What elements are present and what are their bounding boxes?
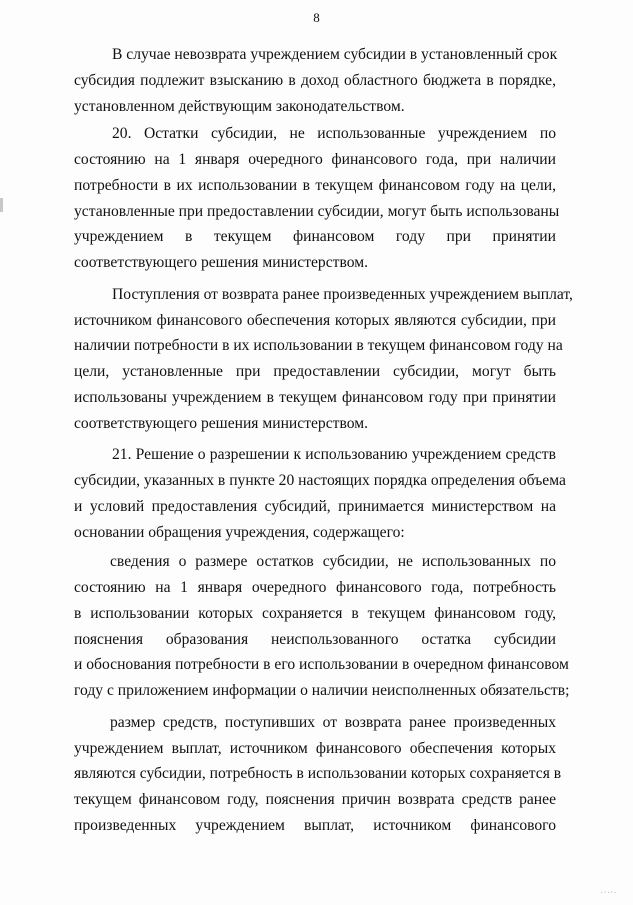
text-line: являются субсидии, потребность в использовании которых сохраняется в [74,765,562,783]
text-line: 21. Решение о разрешении к использованию учреждением средств [112,446,556,464]
text-line: учреждением выплат, источником финансового обеспечения которых [74,739,556,757]
text-line: в использовании которых сохраняется в текущем финансовом году, [74,604,556,622]
text-line: сведения о размере остатков субсидии, не использованных по [110,553,556,571]
scan-margin-mark [0,198,3,212]
text-line: пояснения образования неиспользованного остатка субсидии [74,630,556,648]
paragraph-remaining-balance-info [74,549,570,704]
text-line: состоянию на 1 января очередного финансового года, при наличии [74,151,556,168]
paragraph-item-20 [74,121,560,276]
paragraph-returned-payments [74,282,573,437]
text-line: произведенных учреждением выплат, источником финансового [74,816,556,834]
paragraph-subsidy-non-return [74,42,556,119]
text-line: соответствующего решения министерством. [74,254,368,271]
text-line: состоянию на 1 января очередного финансового года, потребность [74,579,556,596]
text-line: источником финансового обеспечения которых являются субсидии, при [74,311,556,329]
text-line: использованы учреждением в текущем финансовом году при принятии [74,388,556,406]
page-number: 8 [313,10,320,25]
paragraph-item-21 [74,442,566,545]
text-line: установленные при предоставлении субсидии, могут быть использованы [74,202,560,220]
text-line: субсидия подлежит взысканию в доход областного бюджета в порядке, [74,71,556,89]
text-line: 20. Остатки субсидии, не использованные учреждением по [112,125,556,143]
text-line: наличии потребности в их использовании в текущем финансовом году на [74,337,563,355]
text-line: году с приложением информации о наличии неисполненных обязательств; [74,682,570,699]
text-line: текущем финансовом году, пояснения причин возврата средств ранее [74,791,556,808]
paragraph-returned-funds-amount [74,710,562,839]
scan-artifact: ∙·∙·∙ [600,888,617,897]
text-line: и обоснования потребности в его использовании в очередном финансовом [74,656,569,674]
text-line: основании обращения учреждения, содержащего: [74,523,405,541]
text-line: цели, установленные при предоставлении субсидии, могут быть [74,363,556,380]
text-line: потребности в их использовании в текущем финансовом году на цели, [74,176,556,194]
text-line: размер средств, поступивших от возврата ранее произведенных [110,713,556,731]
document-body [74,42,573,839]
text-line: Поступления от возврата ранее произведенных учреждением выплат, [112,285,573,303]
text-line: соответствующего решения министерством. [74,414,368,432]
text-line: установленном действующим законодательством. [74,97,405,115]
text-line: субсидии, указанных в пункте 20 настоящих порядка определения объема [74,472,566,489]
text-line: и условий предоставления субсидий, принимается министерством на [74,497,556,515]
text-line: учреждением в текущем финансовом году при принятии [74,228,556,246]
text-line: В случае невозврата учреждением субсидии в установленный срок [112,46,558,63]
